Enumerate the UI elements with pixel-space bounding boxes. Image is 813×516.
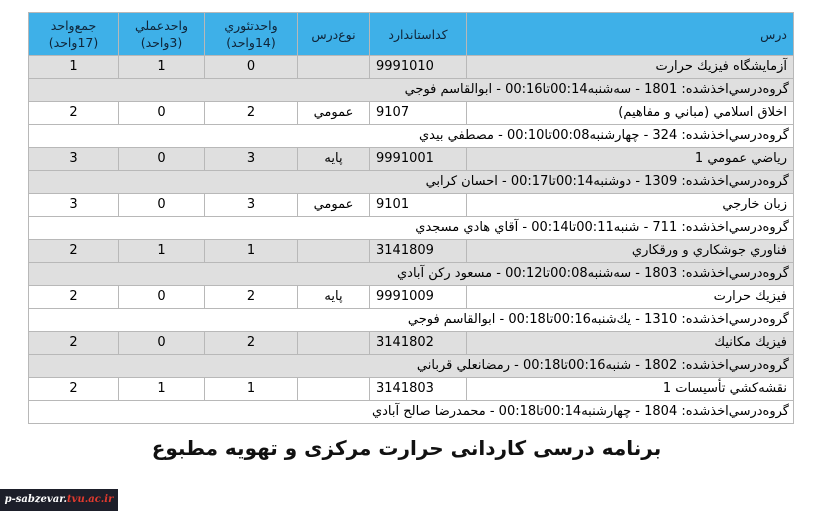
practical-units: 1 [119,240,205,263]
theory-units: 3 [205,148,298,171]
theory-units: 1 [205,240,298,263]
course-code: 3141802 [370,332,467,355]
header-theory-label: واحدتئوري [224,18,278,33]
header-practical-label: واحدعملي [134,18,189,33]
course-code: 9991009 [370,286,467,309]
header-total-label: جمع‌واحد [50,18,97,33]
course-row [29,378,794,401]
header-course-name: درس [467,13,794,56]
group-info: گروه‌درسي‌اخذشده: 1801 - سه‌شنبه00:14تا00:16 - ابوالقاسم فوجي [29,79,794,102]
total-units: 2 [29,378,119,401]
course-name: اخلاق اسلامي (مباني و مفاهيم) [467,102,794,125]
course-code: 9991001 [370,148,467,171]
total-units: 3 [29,148,119,171]
watermark-domain: tvu.ac.ir [67,494,114,505]
course-row [29,56,794,79]
course-row [29,194,794,217]
course-name: نقشه‌كشي تأسيسات 1 [467,378,794,401]
course-type: عمومي [298,102,370,125]
total-units: 2 [29,332,119,355]
practical-units: 0 [119,332,205,355]
group-row [29,263,794,286]
course-name: زبان خارجي [467,194,794,217]
course-row [29,148,794,171]
theory-units: 0 [205,56,298,79]
group-info: گروه‌درسي‌اخذشده: 324 - چهارشنبه00:08تا00:10 - مصطفي بيدي [29,125,794,148]
practical-units: 1 [119,56,205,79]
group-info: گروه‌درسي‌اخذشده: 1803 - سه‌شنبه00:08تا00:12 - مسعود ركن آبادي [29,263,794,286]
group-info: گروه‌درسي‌اخذشده: 1309 - دوشنبه00:14تا00:17 - احسان كرابي [29,171,794,194]
course-schedule-table [28,12,794,424]
group-row [29,309,794,332]
course-row [29,286,794,309]
course-code: 3141809 [370,240,467,263]
table-header-row [29,13,794,56]
course-code: 9107 [370,102,467,125]
theory-units: 2 [205,286,298,309]
group-info: گروه‌درسي‌اخذشده: 1804 - چهارشنبه00:14تا00:18 - محمدرضا صالح آبادي [29,401,794,424]
course-type: عمومي [298,194,370,217]
course-name: فيزيك مكانيك [467,332,794,355]
course-code: 3141803 [370,378,467,401]
course-code: 9991010 [370,56,467,79]
total-units: 3 [29,194,119,217]
course-type [298,332,370,355]
group-info: گروه‌درسي‌اخذشده: 1310 - يك‌شنبه00:16تا00:18 - ابوالقاسم فوجي [29,309,794,332]
total-units: 1 [29,56,119,79]
practical-units: 0 [119,194,205,217]
page-caption: برنامه درسی کاردانی حرارت مرکزی و تهویه مطبوع [151,436,662,460]
practical-units: 0 [119,286,205,309]
watermark-prefix: p-sabzevar. [4,494,68,505]
course-row [29,240,794,263]
course-name: فناوري جوشكاري و ورقكاري [467,240,794,263]
header-total-total: (17واحد) [48,35,99,50]
course-type [298,56,370,79]
header-standard-code: کداستاندارد [370,13,467,56]
header-practical-units [119,13,205,56]
course-row [29,102,794,125]
header-practical-total: (3واحد) [140,35,183,50]
group-info: گروه‌درسي‌اخذشده: 711 - شنبه00:11تا00:14 - آقاي هادي مسجدي [29,217,794,240]
total-units: 2 [29,102,119,125]
group-row [29,355,794,378]
total-units: 2 [29,286,119,309]
total-units: 2 [29,240,119,263]
practical-units: 0 [119,102,205,125]
course-type [298,240,370,263]
group-info: گروه‌درسي‌اخذشده: 1802 - شنبه00:16تا00:18 - رمضانعلي قرباني [29,355,794,378]
course-code: 9101 [370,194,467,217]
theory-units: 2 [205,102,298,125]
group-row [29,217,794,240]
group-row [29,125,794,148]
theory-units: 2 [205,332,298,355]
course-name: آزمايشگاه فيزيك حرارت [467,56,794,79]
site-watermark [0,489,118,511]
course-type [298,378,370,401]
course-name: رياضي عمومي 1 [467,148,794,171]
group-row [29,79,794,102]
practical-units: 0 [119,148,205,171]
header-course-type: نوع‌درس [298,13,370,56]
theory-units: 3 [205,194,298,217]
theory-units: 1 [205,378,298,401]
course-name: فيزيك حرارت [467,286,794,309]
course-type: پايه [298,148,370,171]
header-total-units [29,13,119,56]
practical-units: 1 [119,378,205,401]
header-theory-units [205,13,298,56]
header-theory-total: (14واحد) [226,35,276,50]
course-row [29,332,794,355]
group-row [29,401,794,424]
group-row [29,171,794,194]
course-type: پايه [298,286,370,309]
